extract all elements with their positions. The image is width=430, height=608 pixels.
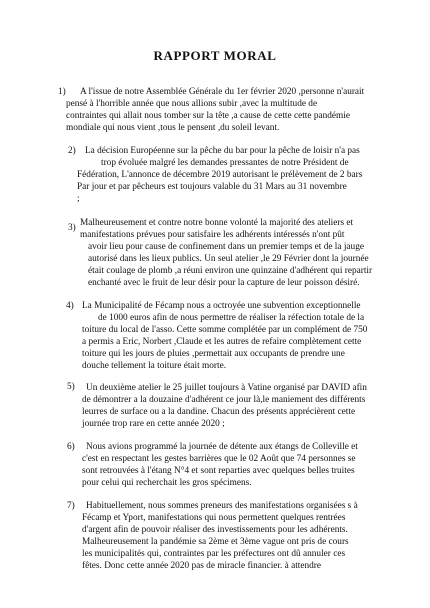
paragraph-line: sont retrouvées à l'étang N°4 et sont reparties avec quelques belles truites xyxy=(82,466,355,477)
paragraph-3 xyxy=(68,217,373,290)
paragraph-number: 5) xyxy=(67,382,75,392)
paragraph-line: manifestations prévues pour satisfaire les adhérents intéressés n'ont pût xyxy=(80,230,345,241)
paragraph-number: 2) xyxy=(68,146,76,156)
document-title: RAPPORT MORAL xyxy=(153,48,277,63)
paragraph-line: contraintes qui allait nous tomber sur la tête ,a cause de cette cette pandémie xyxy=(66,111,350,122)
paragraph-line: mondiale qui nous vient ,tous le pensent ,du soleil levant. xyxy=(66,123,280,134)
paragraph-line: Nous avions programmé la journée de détente aux étangs de Colleville et xyxy=(86,442,358,452)
paragraph-line: toiture qui les jours de pluies ,permettait aux occupants de prendre une xyxy=(82,349,345,360)
paragraph-line: c'est en respectant les gestes barrières que le 02 Août que 74 personnes se xyxy=(82,454,356,465)
paragraph-5 xyxy=(67,382,367,430)
paragraph-line: de démontrer a la douzaine d'adhérent ce jour là,le maniement des différents xyxy=(82,395,366,406)
paragraph-line: les municipalités qui, contraintes par les préfectures ont dû annuler ces xyxy=(82,549,346,560)
paragraph-line: fêtes. Donc cette année 2020 pas de miracle financier. à attendre xyxy=(82,561,322,572)
paragraph-line: était coulage de plomb ,a réuni environ une quinzaine d'adhérent qui repartir xyxy=(88,266,373,277)
paragraph-line: journée trop rare en cette année 2020 ; xyxy=(82,419,225,430)
paragraph-line: Un deuxième atelier le 25 juillet toujours à Vatine organisé par DAVID afin xyxy=(86,383,367,393)
paragraph-line: La Municipalité de Fécamp nous a octroyée une subvention exceptionnelle xyxy=(82,301,361,311)
paragraph-line: toiture du local de l'asso. Cette somme complétée par un complément de 750 xyxy=(82,325,368,336)
paragraph-line: Fécamp et Yport, manifestations qui nous permettent quelques rentrées xyxy=(82,513,346,524)
paragraph-line: de 1000 euros afin de nous permettre de réaliser la réfection totale de la xyxy=(98,313,365,324)
paragraph-line: Fédération, L'annonce de décembre 2019 autorisant le prélèvement de 2 bars xyxy=(77,170,363,181)
paragraph-line: avoir lieu pour cause de confinement dans un premier temps et de la jauge xyxy=(88,242,364,253)
paragraph-number: 1) xyxy=(58,87,66,97)
paragraph-number: 7) xyxy=(67,501,75,511)
paragraph-line: d'argent afin de pouvoir réaliser des investissements pour les adhérents. xyxy=(82,525,348,536)
paragraph-number: 3) xyxy=(68,223,76,233)
paragraph-1 xyxy=(58,86,365,134)
paragraph-line: A l'issue de notre Assemblée Générale du 1er février 2020 ,personne n'aurait xyxy=(80,87,365,97)
paragraph-line: trop évoluée malgré les demandes pressantes de notre Président de xyxy=(101,158,349,169)
paragraph-line: Par jour et par pêcheurs est toujours valable du 31 Mars au 31 novembre xyxy=(77,182,347,193)
paragraph-line: La décision Européenne sur la pêche du bar pour la pêche de loisir n'a pas xyxy=(85,146,360,156)
paragraph-line: autorisé dans les lieux publics. Un seul atelier ,le 29 Février dont la journée xyxy=(88,254,369,265)
paragraph-line: a permis a Eric, Norbert ,Claude et les autres de refaire complètement cette xyxy=(82,337,362,348)
paragraph-line: pensé à l'horrible année que nous allions subir ,avec la multitude de xyxy=(66,99,318,110)
paragraph-number: 4) xyxy=(66,301,74,311)
paragraph-line: pour celui qui recherchait les gros spécimens. xyxy=(82,478,252,489)
paragraph-2 xyxy=(68,145,363,205)
paragraph-number: 6) xyxy=(67,442,75,452)
paragraph-line: Malheureusement la pandémie sa 2ème et 3ème vague ont pris de cours xyxy=(82,537,349,548)
paragraph-line: enchanté avec le fruit de leur désir pour la capture de leur poisson désiré. xyxy=(88,278,360,289)
paragraph-line: ; xyxy=(77,194,80,205)
paragraph-line: Malheureusement et contre notre bonne volonté la majorité des ateliers et xyxy=(80,218,354,228)
paragraph-4 xyxy=(66,300,368,373)
paragraph-6 xyxy=(67,441,358,489)
paragraph-7 xyxy=(67,500,358,573)
paragraph-line: leurres de surface ou a la dandine. Chacun des présents apprécièrent cette xyxy=(82,407,356,418)
paragraph-line: douche tellement la toiture était morte. xyxy=(82,361,227,372)
paragraph-line: Habituellement, nous sommes preneurs des manifestations organisées s à xyxy=(86,501,358,511)
